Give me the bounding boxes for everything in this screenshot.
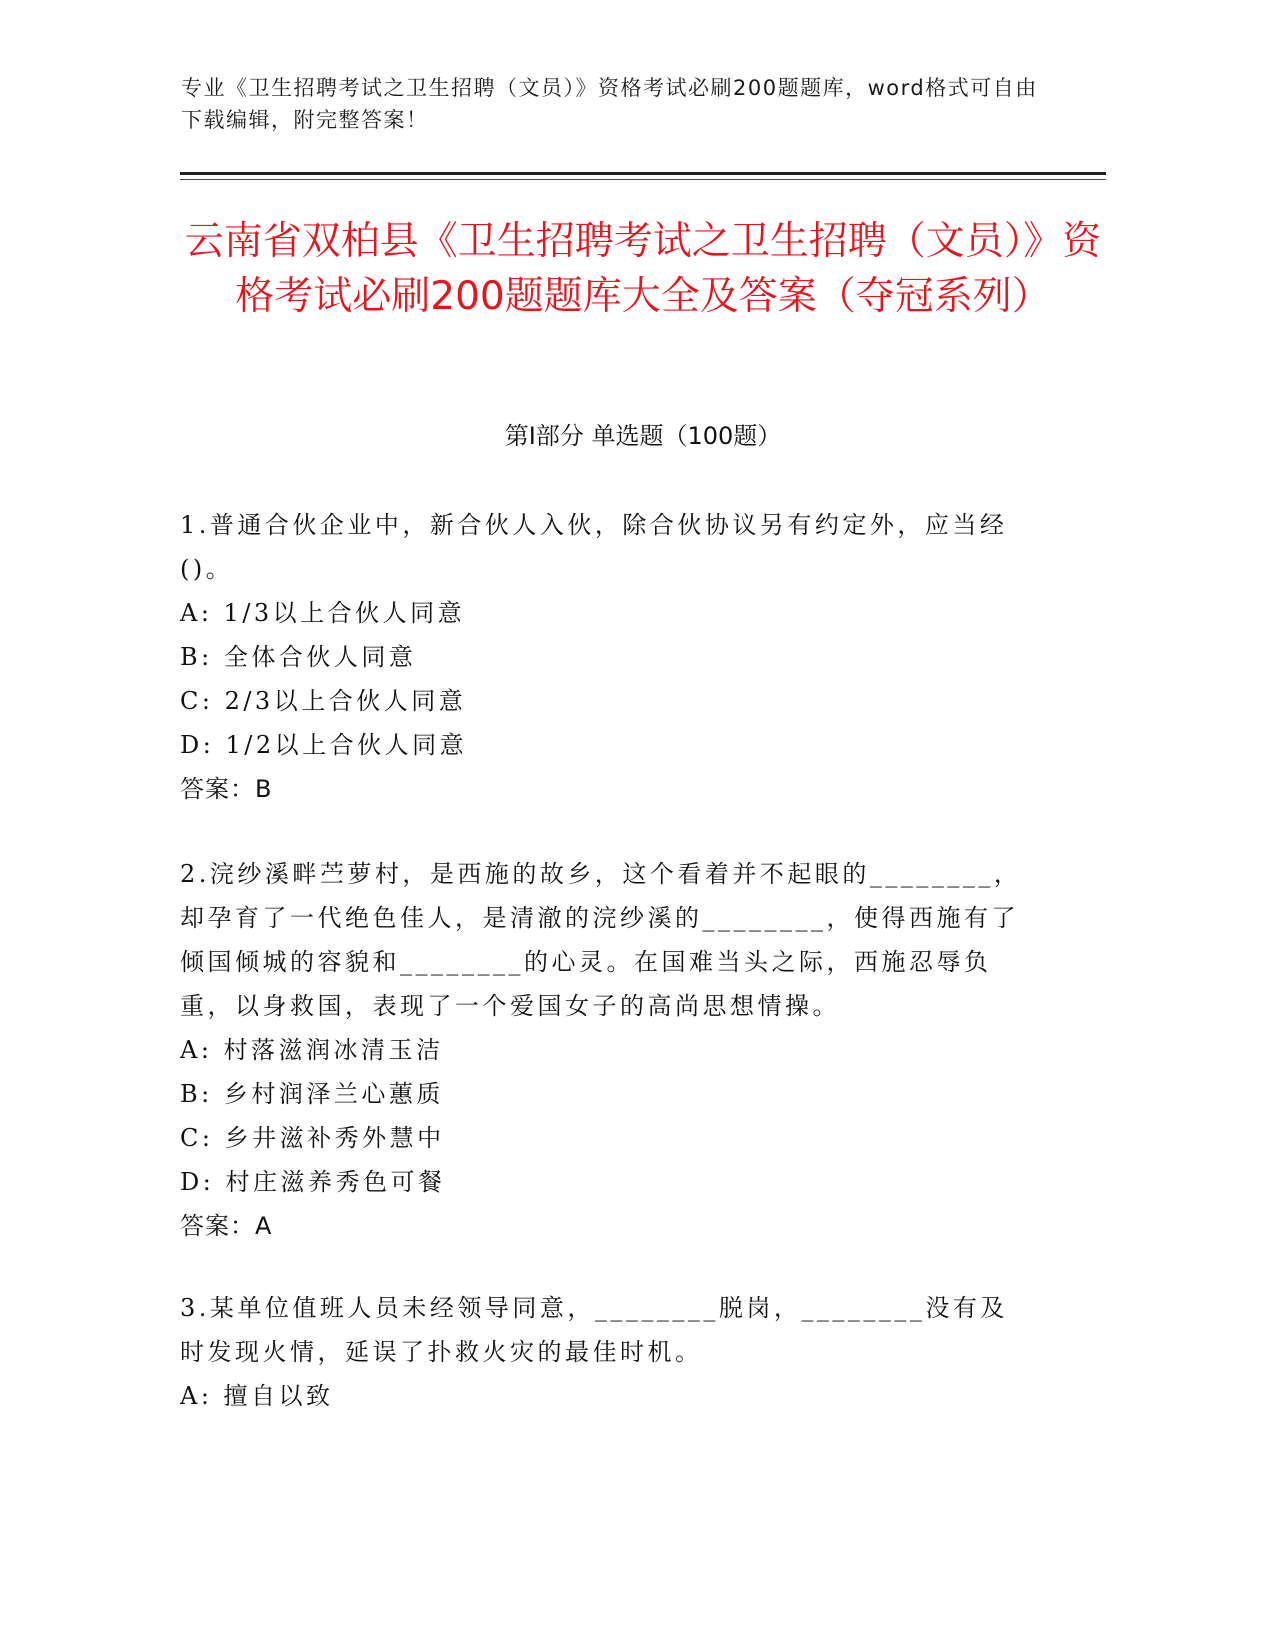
question-1 xyxy=(180,503,1030,811)
option-d: D: 村庄滋养秀色可餐 xyxy=(180,1168,446,1196)
document-title: 云南省双柏县《卫生招聘考试之卫生招聘（文员）》资格考试必刷200题题库大全及答案（夺冠系列） xyxy=(184,219,1102,319)
option-c: C: 乡井滋补秀外慧中 xyxy=(180,1124,445,1152)
header-divider-thin xyxy=(180,179,1106,180)
option-d: D: 1/2以上合伙人同意 xyxy=(180,731,468,759)
answer: 答案：A xyxy=(180,1212,273,1240)
question-3 xyxy=(180,1286,1030,1418)
header-divider-thick xyxy=(180,172,1106,175)
question-stem: 1.普通合伙企业中，新合伙人入伙，除合伙协议另有约定外，应当经()。 xyxy=(180,511,1008,583)
option-c: C: 2/3以上合伙人同意 xyxy=(180,687,467,715)
question-stem: 3.某单位值班人员未经领导同意，________脱岗，________没有及时发现火情，延误了扑救火灾的最佳时机。 xyxy=(180,1294,1008,1366)
question-2 xyxy=(180,852,1030,1248)
section-heading: 第Ⅰ部分 单选题（100题） xyxy=(504,422,782,450)
option-a: A: 擅自以致 xyxy=(180,1382,334,1410)
header-note: 专业《卫生招聘考试之卫生招聘（文员）》资格考试必刷200题题库，word格式可自由下载编辑，附完整答案！ xyxy=(181,76,1038,132)
option-a: A: 村落滋润冰清玉洁 xyxy=(180,1036,444,1064)
option-b: B: 全体合伙人同意 xyxy=(180,643,417,671)
answer: 答案：B xyxy=(180,775,273,803)
option-b: B: 乡村润泽兰心蕙质 xyxy=(180,1080,444,1108)
question-stem: 2.浣纱溪畔苎萝村，是西施的故乡，这个看着并不起眼的________，却孕育了一代绝色佳人，是清澈的浣纱溪的________，使得西施有了倾国倾城的容貌和________的心灵。在国难当头之际，西施忍辱负重，以身救国，表现了一个爱国女子的高尚思想情操。 xyxy=(180,860,1022,1020)
option-a: A: 1/3以上合伙人同意 xyxy=(180,599,466,627)
